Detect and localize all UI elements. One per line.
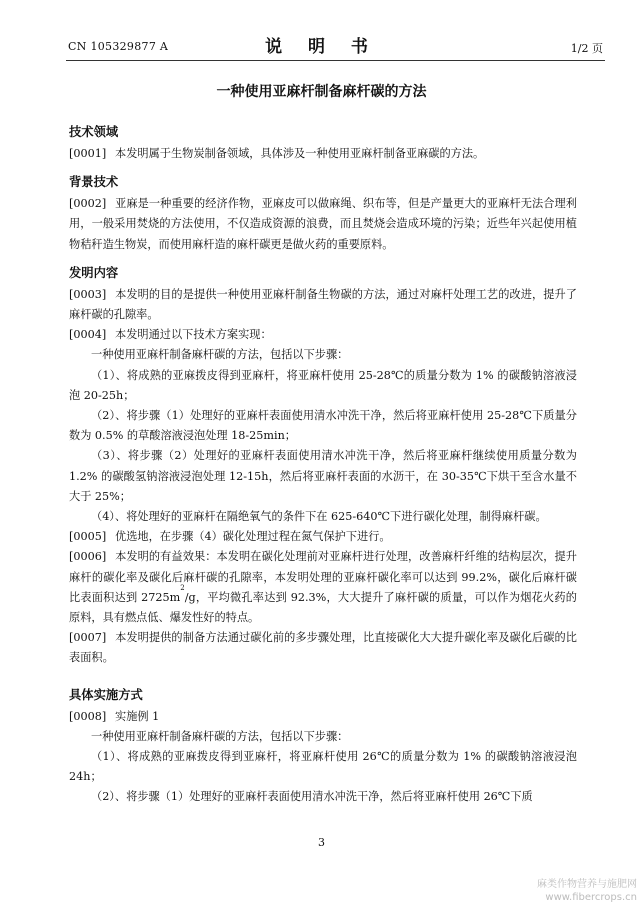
paragraph-text: 本发明提供的制备方法通过碳化前的多步骤处理，比直接碳化大大提升碳化率及碳化后碳的比表面积。	[69, 631, 577, 665]
section-heading-background: 背景技术	[69, 175, 119, 190]
paragraph-0003	[69, 285, 577, 325]
paragraph-text: 本发明的有益效果：本发明在碳化处理前对亚麻杆进行处理，改善麻杆纤维的结构层次，提升麻杆的碳化率及碳化后麻杆碳的孔隙率，本发明处理的亚麻杆碳化率可以达到 99.2%，碳化后麻杆碳比表面积达到 2725m	[69, 550, 577, 604]
paragraph-0006	[69, 547, 577, 628]
paragraph-text-continued: /g，平均微孔率达到 92.3%，大大提升了麻杆碳的质量，可以作为烟花火药的原料，具有燃点低、爆发性好的特点。	[69, 590, 577, 625]
paragraph-number: [0003]	[69, 287, 107, 301]
paragraph-0007	[69, 628, 577, 668]
superscript-2: 2	[180, 583, 185, 592]
example-step-2: （2）、将步骤（1）处理好的亚麻杆表面使用清水冲洗干净，然后将亚麻杆使用 26℃下质	[91, 790, 533, 804]
step-3: （3）、将步骤（2）处理好的亚麻杆表面使用清水冲洗干净，然后将亚麻杆继续使用质量分数为 1.2% 的碳酸氢钠溶液浸泡处理 12-15h，然后将亚麻杆表面的水沥干，在 30-35℃下烘干至含水量不大于 25%；	[69, 449, 577, 503]
step-1: （1）、将成熟的亚麻拨皮得到亚麻杆，将亚麻杆使用 25-28℃的质量分数为 1% 的碳酸钠溶液浸泡 20-25h；	[69, 368, 577, 402]
section-heading-tech-field: 技术领域	[69, 125, 119, 139]
paragraph-0004	[69, 325, 577, 345]
watermark	[537, 878, 637, 904]
document-body	[69, 122, 577, 808]
paragraph-number: [0007]	[69, 631, 107, 645]
paragraph-0001	[69, 144, 577, 164]
patent-number: CN 105329877 A	[68, 40, 169, 53]
page-reference: 1/2 页	[570, 42, 603, 55]
example-step-1: （1）、将成熟的亚麻拨皮得到亚麻杆，将亚麻杆使用 26℃的质量分数为 1% 的碳酸钠溶液浸泡 24h；	[69, 750, 577, 784]
paragraph-number: [0002]	[69, 197, 107, 211]
paragraph-text: 本发明的目的是提供一种使用亚麻杆制备生物碳的方法，通过对麻杆处理工艺的改进，提升了麻杆碳的孔隙率。	[69, 287, 577, 322]
paragraph-text: 实施例 1	[115, 709, 160, 723]
section-heading-embodiment: 具体实施方式	[69, 687, 143, 702]
example-intro: 一种使用亚麻杆制备麻杆碳的方法，包括以下步骤：	[91, 729, 349, 743]
page-number: 3	[318, 836, 325, 849]
paragraph-number: [0001]	[69, 147, 107, 160]
paragraph-0002	[69, 194, 577, 255]
header-divider	[66, 60, 605, 61]
paragraph-number: [0005]	[69, 530, 107, 544]
paragraph-number: [0008]	[69, 709, 107, 723]
method-intro: 一种使用亚麻杆制备麻杆碳的方法，包括以下步骤：	[91, 348, 349, 362]
paragraph-0005	[69, 527, 577, 547]
watermark-line-1: 麻类作物营养与施肥网	[537, 879, 637, 890]
document-title: 一种使用亚麻杆制备麻杆碳的方法	[216, 84, 427, 100]
header-title: 说 明 书	[265, 37, 378, 57]
step-2: （2）、将步骤（1）处理好的亚麻杆表面使用清水冲洗干净，然后将亚麻杆使用 25-28℃下质量分数为 0.5% 的草酸溶液浸泡处理 18-25min；	[69, 409, 577, 443]
watermark-line-2: www.fibercrops.cn	[545, 892, 637, 903]
paragraph-text: 优选地，在步骤（4）碳化处理过程在氮气保护下进行。	[115, 530, 391, 544]
paragraph-number: [0006]	[69, 550, 107, 564]
step-4: （4）、将处理好的亚麻杆在隔绝氧气的条件下在 625-640℃下进行碳化处理，制得麻杆碳。	[91, 510, 547, 524]
paragraph-text: 亚麻是一种重要的经济作物，亚麻皮可以做麻绳、织布等，但是产量更大的亚麻杆无法合理利用，一般采用焚烧的方法使用，不仅造成资源的浪费，而且焚烧会造成环境的污染；近些年兴起使用植物秸秆造生物炭，而使用麻杆造的麻杆碳更是做火药的重要原料。	[69, 197, 577, 251]
section-heading-invention: 发明内容	[69, 265, 119, 280]
paragraph-0008	[69, 707, 577, 727]
paragraph-number: [0004]	[69, 328, 107, 342]
paragraph-text: 本发明通过以下技术方案实现：	[115, 328, 272, 342]
paragraph-text: 本发明属于生物炭制备领域，具体涉及一种使用亚麻杆制备亚麻碳的方法。	[115, 147, 485, 160]
